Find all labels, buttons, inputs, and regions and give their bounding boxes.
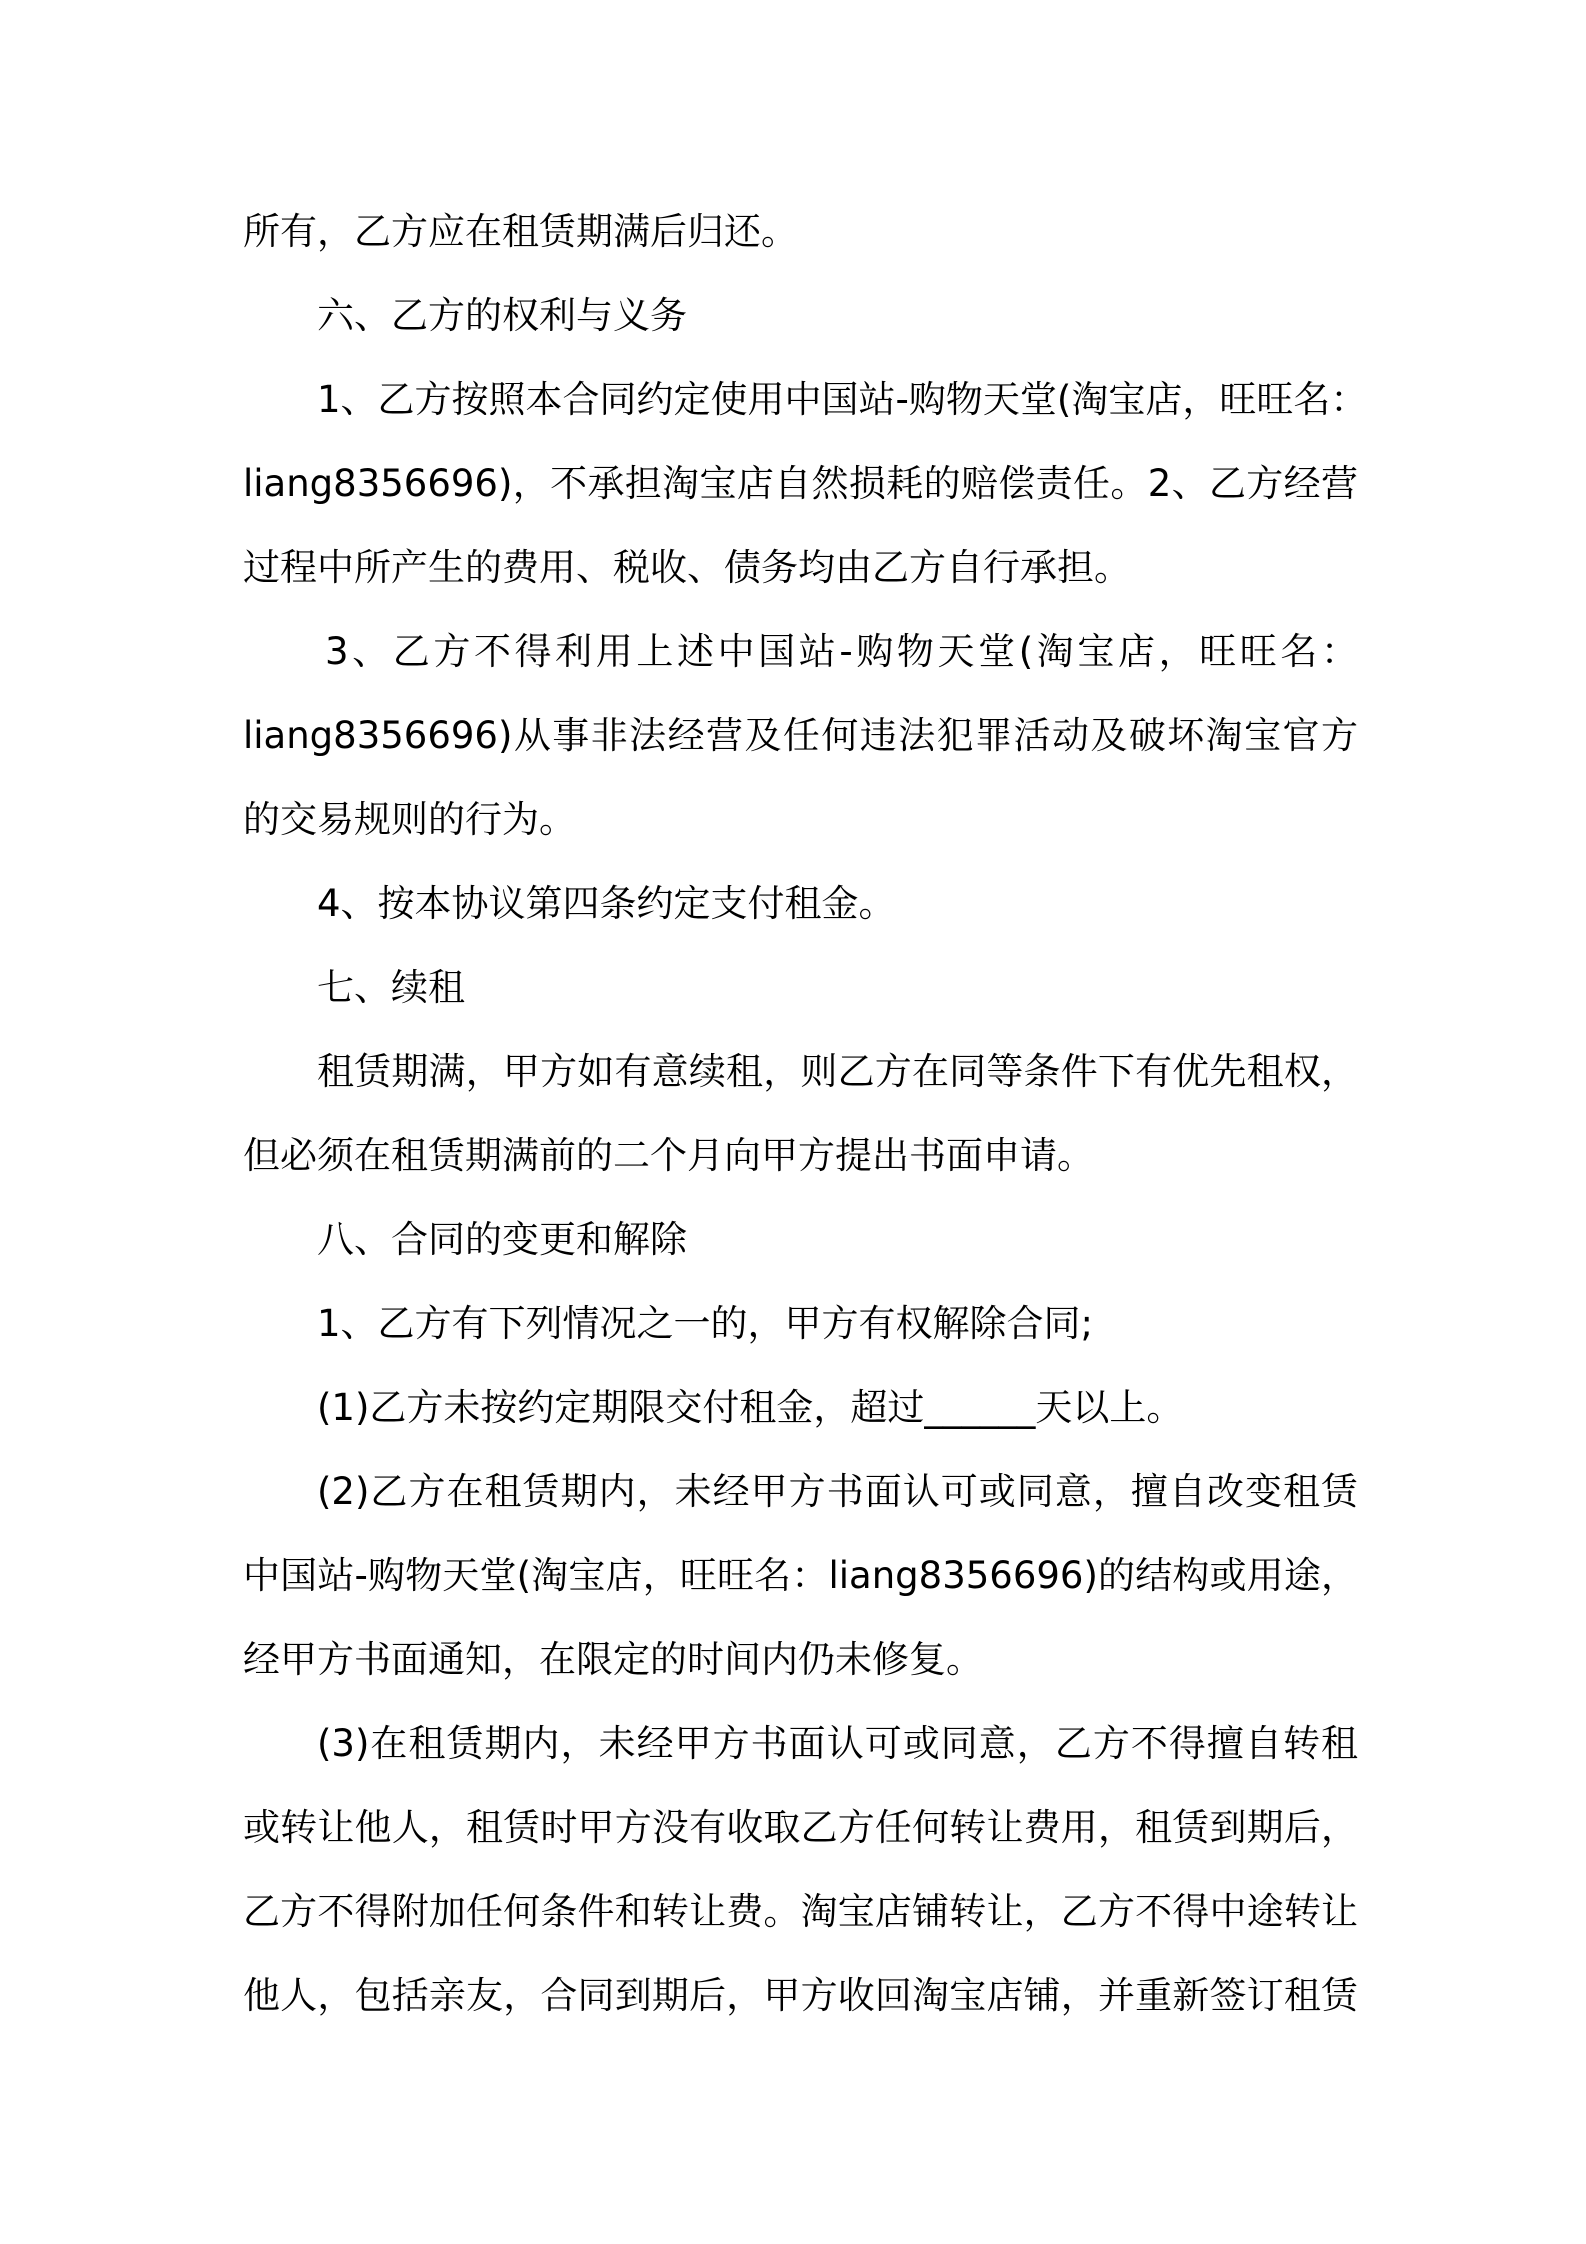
text-line: 3、乙方不得利用上述中国站-购物天堂(淘宝店，旺旺名： [325,630,1358,673]
text-line: 所有，乙方应在租赁期满后归还。 [243,210,798,253]
text-line: (2)乙方在租赁期内，未经甲方书面认可或同意，擅自改变租赁 [317,1470,1358,1513]
text-line: 1、乙方有下列情况之一的，甲方有权解除合同; [317,1302,1094,1345]
text-line: (1)乙方未按约定期限交付租金，超过______天以上。 [317,1386,1184,1429]
text-line: 4、按本协议第四条约定支付租金。 [317,882,896,925]
text-line: 他人，包括亲友，合同到期后，甲方收回淘宝店铺，并重新签订租赁 [243,1974,1358,2017]
text-line: liang8356696)，不承担淘宝店自然损耗的赔偿责任。2、乙方经营 [243,462,1358,505]
text-line: 经甲方书面通知，在限定的时间内仍未修复。 [243,1638,983,1681]
text-line: 1、乙方按照本合同约定使用中国站-购物天堂(淘宝店，旺旺名： [317,378,1368,421]
text-line: 租赁期满，甲方如有意续租，则乙方在同等条件下有优先租权， [317,1050,1358,1093]
contract-text [243,190,1368,2038]
section-heading-6: 六、乙方的权利与义务 [317,294,687,337]
section-heading-8: 八、合同的变更和解除 [317,1218,687,1261]
text-line: liang8356696)从事非法经营及任何违法犯罪活动及破坏淘宝官方 [243,714,1358,757]
section-heading-7: 七、续租 [317,966,465,1009]
text-line: 过程中所产生的费用、税收、债务均由乙方自行承担。 [243,546,1131,589]
text-line: 中国站-购物天堂(淘宝店，旺旺名：liang8356696)的结构或用途， [243,1554,1358,1597]
text-line: (3)在租赁期内，未经甲方书面认可或同意，乙方不得擅自转租 [317,1722,1358,1765]
text-line: 的交易规则的行为。 [243,798,576,841]
text-line: 乙方不得附加任何条件和转让费。淘宝店铺转让，乙方不得中途转让 [243,1890,1358,1933]
text-line: 或转让他人，租赁时甲方没有收取乙方任何转让费用，租赁到期后， [243,1806,1358,1849]
text-line: 但必须在租赁期满前的二个月向甲方提出书面申请。 [243,1134,1094,1177]
